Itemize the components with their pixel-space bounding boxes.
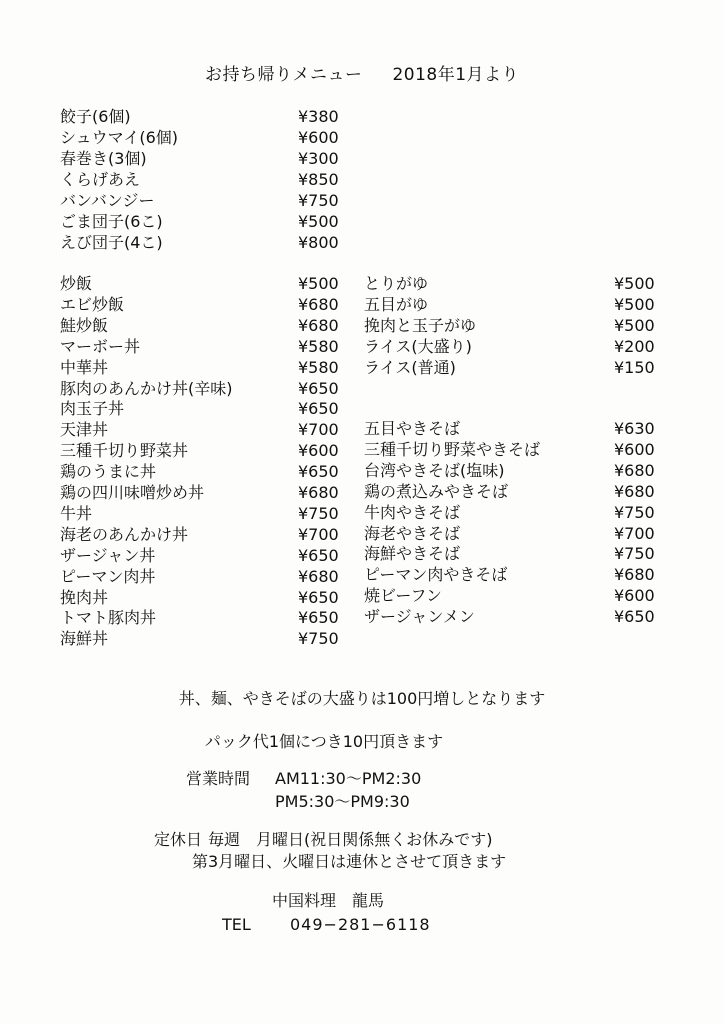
menu-item — [60, 378, 350, 399]
pack-fee-note: パック代1個につき10円頂きます — [204, 732, 444, 751]
menu-item-price: ¥600 — [298, 128, 339, 147]
menu-item-name: えび団子(4こ) — [60, 233, 163, 252]
menu-item-price: ¥500 — [298, 212, 339, 231]
menu-item-name: 挽肉と玉子がゆ — [364, 315, 477, 335]
menu-title — [0, 60, 724, 85]
menu-item-name: 五目やきそば — [364, 419, 461, 438]
menu-item-price: ¥850 — [298, 170, 339, 189]
menu-item-name: とりがゆ — [364, 274, 429, 293]
menu-item-name: シュウマイ(6個) — [60, 128, 179, 147]
menu-item — [60, 148, 350, 169]
menu-item — [364, 418, 664, 439]
menu-item-name: 鶏のうまに丼 — [60, 462, 157, 482]
hours-evening: PM5:30〜PM9:30 — [275, 792, 410, 811]
closed-label: 定休日 — [154, 830, 203, 849]
menu-item-price: ¥650 — [298, 462, 339, 482]
menu-item — [364, 543, 664, 564]
menu-item-name: ライス(普通) — [364, 357, 456, 377]
menu-item-name: 春巻き(3個) — [60, 149, 147, 168]
closed-line-1: 毎週 月曜日(祝日関係無くお休みです) — [208, 830, 493, 849]
menu-item-name: ライス(大盛り) — [364, 336, 472, 356]
menu-item-price: ¥750 — [614, 544, 655, 564]
menu-item — [60, 294, 350, 315]
menu-item — [60, 398, 350, 419]
title-date: 2018年1月より — [392, 65, 520, 85]
menu-item-name: 三種千切り野菜丼 — [60, 441, 189, 461]
menu-item-price: ¥700 — [298, 420, 339, 440]
menu-item-price: ¥680 — [614, 481, 655, 501]
menu-item-price: ¥700 — [614, 523, 655, 543]
menu-item-price: ¥380 — [298, 107, 339, 126]
menu-item-name: マーボー丼 — [60, 336, 141, 356]
menu-item — [60, 169, 350, 190]
menu-item-name: 挽肉丼 — [60, 587, 109, 607]
closed-line-2: 第3月曜日、火曜日は連休とさせて頂きます — [192, 852, 507, 871]
menu-item-price: ¥650 — [298, 608, 339, 628]
menu-item-name: 肉玉子丼 — [60, 399, 125, 419]
shop-name: 中国料理 龍馬 — [272, 891, 385, 910]
menu-item-price: ¥680 — [298, 483, 339, 502]
menu-item — [60, 315, 350, 336]
menu-item — [364, 439, 664, 460]
menu-item — [60, 127, 350, 148]
menu-item — [60, 503, 350, 524]
menu-item-price: ¥500 — [614, 274, 655, 293]
menu-item-price: ¥700 — [298, 524, 339, 544]
menu-item — [60, 607, 350, 628]
menu-item — [364, 564, 664, 585]
menu-item-name: ピーマン肉丼 — [60, 566, 156, 586]
menu-item — [364, 606, 664, 627]
menu-item-name: 鮭炒飯 — [60, 315, 109, 335]
menu-item-name: 中華丼 — [60, 357, 109, 377]
menu-item — [60, 419, 350, 440]
menu-item-price: ¥750 — [614, 502, 655, 522]
menu-item — [364, 315, 664, 336]
menu-item-name: 炒飯 — [60, 274, 93, 293]
menu-item-name: ごま団子(6こ) — [60, 212, 163, 231]
menu-item — [60, 232, 350, 253]
menu-item — [60, 336, 350, 357]
menu-item-price: ¥150 — [614, 357, 655, 377]
menu-item-price: ¥300 — [298, 149, 339, 168]
menu-item-price: ¥600 — [614, 439, 655, 459]
menu-item-price: ¥680 — [614, 460, 655, 480]
menu-item — [60, 357, 350, 378]
menu-item — [364, 502, 664, 523]
menu-item — [60, 545, 350, 566]
hours-morning: AM11:30〜PM2:30 — [275, 769, 422, 788]
menu-item-name: 豚肉のあんかけ丼(辛味) — [60, 378, 233, 398]
menu-item-price: ¥650 — [298, 587, 339, 607]
menu-item — [364, 357, 664, 378]
hours-label: 営業時間 — [186, 769, 251, 788]
menu-item-name: 海鮮丼 — [60, 629, 109, 649]
menu-item-name: くらげあえ — [60, 170, 141, 189]
menu-item-price: ¥680 — [298, 294, 339, 314]
menu-item-name: ピーマン肉やきそば — [364, 565, 508, 585]
menu-item — [60, 106, 350, 127]
menu-item-price: ¥650 — [614, 607, 655, 627]
menu-item — [60, 273, 350, 294]
menu-item-price: ¥600 — [298, 441, 339, 461]
menu-item — [364, 481, 664, 502]
menu-item-price: ¥750 — [298, 629, 339, 649]
menu-item — [364, 336, 664, 357]
menu-item-price: ¥200 — [614, 336, 655, 356]
menu-item-name: 台湾やきそば(塩味) — [364, 460, 505, 480]
menu-item — [60, 440, 350, 461]
menu-item — [60, 482, 350, 503]
menu-item-name: 海老やきそば — [364, 523, 461, 543]
menu-item — [60, 566, 350, 587]
menu-item — [364, 523, 664, 544]
tel-label: TEL — [222, 915, 251, 934]
menu-item-price: ¥680 — [614, 565, 655, 585]
menu-item-name: 餃子(6個) — [60, 107, 131, 126]
menu-item-name: 焼ビーフン — [364, 586, 442, 606]
menu-item-name: 鶏の煮込みやきそば — [364, 481, 509, 501]
menu-item-name: 三種千切り野菜やきそば — [364, 439, 541, 459]
menu-item-name: ザージャン丼 — [60, 545, 156, 565]
menu-item-price: ¥630 — [614, 419, 655, 438]
menu-item — [60, 628, 350, 649]
menu-item-name: エビ炒飯 — [60, 294, 125, 314]
title-text: お持ち帰りメニュー — [204, 65, 363, 85]
menu-item — [60, 190, 350, 211]
menu-item-name: 鶏の四川味噌炒め丼 — [60, 483, 205, 502]
menu-item — [364, 294, 664, 315]
menu-item-name: ザージャンメン — [364, 607, 475, 627]
menu-item — [60, 211, 350, 232]
menu-item — [60, 587, 350, 608]
menu-item-price: ¥750 — [298, 503, 339, 523]
menu-item-name: 海鮮やきそば — [364, 544, 461, 564]
large-serving-note: 丼、麺、やきそばの大盛りは100円増しとなります — [178, 689, 546, 708]
menu-item-price: ¥580 — [298, 336, 339, 356]
menu-item-price: ¥800 — [298, 233, 339, 252]
menu-item-name: 海老のあんかけ丼 — [60, 524, 189, 544]
menu-item-price: ¥680 — [298, 566, 339, 586]
menu-item-price: ¥580 — [298, 357, 339, 377]
menu-item-name: 五目がゆ — [364, 294, 429, 314]
menu-item-name: 天津丼 — [60, 420, 109, 440]
menu-item — [364, 273, 664, 294]
menu-item-price: ¥650 — [298, 378, 339, 398]
menu-item-price: ¥650 — [298, 399, 339, 419]
menu-item-name: トマト豚肉丼 — [60, 608, 157, 628]
menu-item-price: ¥500 — [614, 294, 655, 314]
tel-number: 049−281−6118 — [290, 915, 431, 934]
menu-item-price: ¥650 — [298, 545, 339, 565]
menu-item-price: ¥600 — [614, 586, 655, 606]
menu-item — [60, 524, 350, 545]
menu-item-name: 牛丼 — [60, 503, 93, 523]
menu-item — [60, 461, 350, 482]
menu-item — [364, 585, 664, 606]
menu-item — [364, 460, 664, 481]
menu-item-price: ¥680 — [298, 315, 339, 335]
menu-item-name: 牛肉やきそば — [364, 502, 461, 522]
menu-item-name: バンバンジー — [60, 191, 155, 210]
menu-item-price: ¥500 — [614, 315, 655, 335]
menu-item-price: ¥500 — [298, 274, 339, 293]
menu-item-price: ¥750 — [298, 191, 339, 210]
